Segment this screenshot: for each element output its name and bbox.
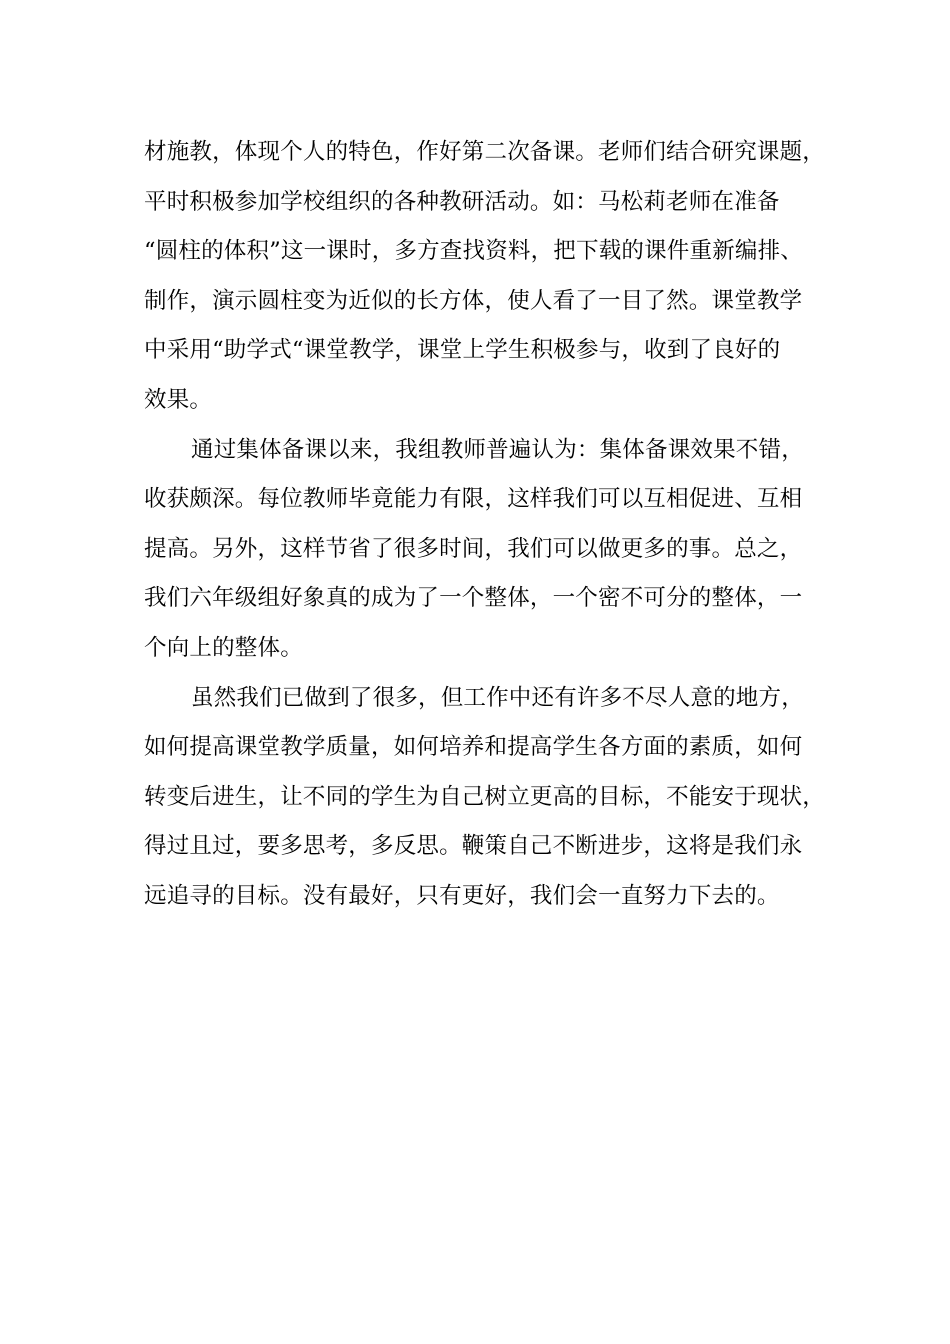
paragraph-1-line-5: 中采用“助学式“课堂教学，课堂上学生积极参与，收到了良好的	[144, 337, 781, 363]
paragraph-1-line-3: “圆柱的体积”这一课时，多方查找资料，把下载的课件重新编排、	[144, 238, 804, 264]
paragraph-3-line-5: 远追寻的目标。没有最好，只有更好，我们会一直努力下去的。	[144, 883, 780, 909]
paragraph-1-line-6: 效果。	[144, 387, 213, 413]
paragraph-1-line-1: 材施教，体现个人的特色，作好第二次备课。老师们结合研究课题，	[144, 139, 826, 165]
paragraph-3-line-2: 如何提高课堂教学质量，如何培养和提高学生各方面的素质，如何	[144, 734, 803, 760]
paragraph-3-line-1: 虽然我们已做到了很多，但工作中还有许多不尽人意的地方，	[191, 685, 804, 711]
paragraph-2-line-2: 收获颇深。每位教师毕竟能力有限，这样我们可以互相促进、互相	[144, 486, 803, 512]
paragraph-2-line-5: 个向上的整体。	[144, 635, 303, 661]
paragraph-2-line-4: 我们六年级组好象真的成为了一个整体，一个密不可分的整体，一	[144, 585, 803, 611]
paragraph-1-line-4: 制作，演示圆柱变为近似的长方体，使人看了一目了然。课堂教学	[144, 288, 803, 314]
paragraph-3-line-3: 转变后进生，让不同的学生为自己树立更高的目标，不能安于现状，	[144, 784, 826, 810]
paragraph-3-line-4: 得过且过，要多思考，多反思。鞭策自己不断进步，这将是我们永	[144, 833, 803, 859]
paragraph-2-line-1: 通过集体备课以来，我组教师普遍认为：集体备课效果不错，	[191, 437, 804, 463]
paragraph-1-line-2: 平时积极参加学校组织的各种教研活动。如：马松莉老师在准备	[144, 189, 780, 215]
paragraph-2-line-3: 提高。另外，这样节省了很多时间，我们可以做更多的事。总之，	[144, 536, 803, 562]
